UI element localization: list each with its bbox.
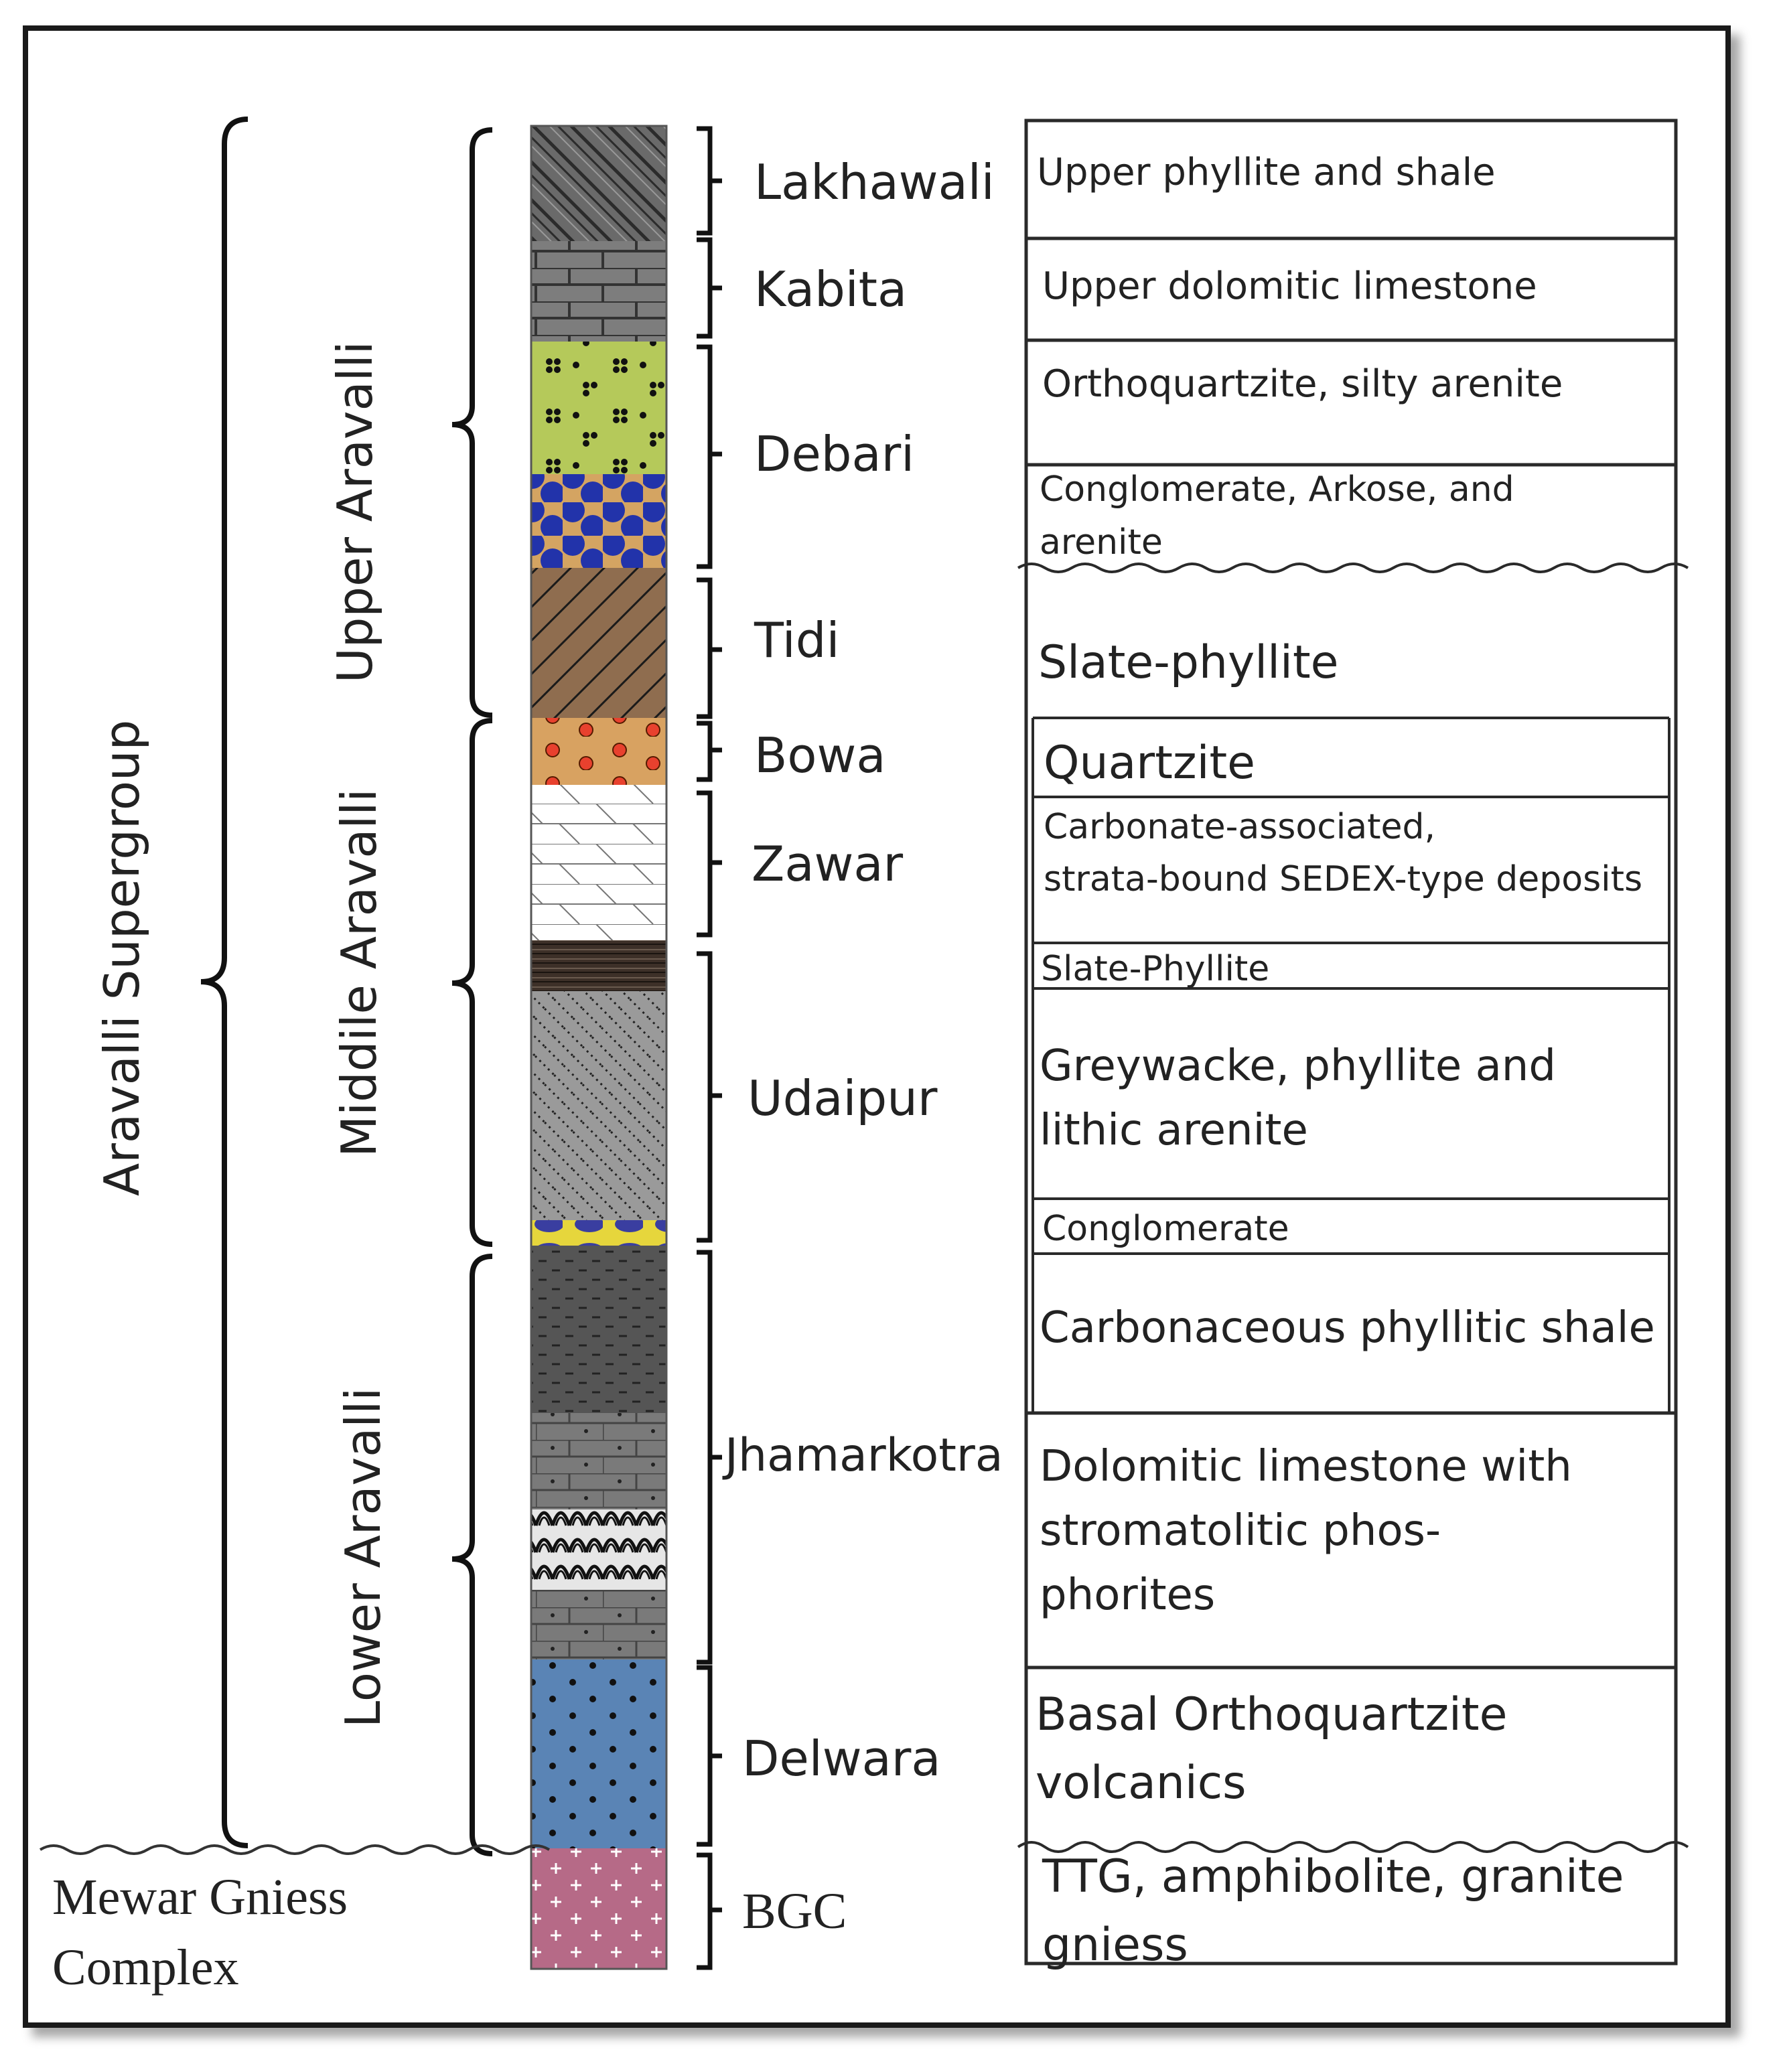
layer-jhamarkotra-dolomite-1 [531,1413,666,1509]
layer-udaipur-conglomerate [531,1220,666,1246]
bracket-kabita [697,240,722,336]
bracket-tidi [697,580,722,717]
bracket-jhamarkotra [697,1252,722,1662]
desc-debari-2-line-1: Conglomerate, Arkose, and [1040,469,1514,510]
label-basement-2: Complex [52,1939,239,1996]
formation-tidi: Tidi [754,612,840,668]
desc-debari-1: Orthoquartzite, silty arenite [1042,362,1563,406]
layer-bgc [531,1848,666,1969]
desc-udaipur-conglomerate: Conglomerate [1042,1209,1289,1249]
formation-delwara: Delwara [742,1730,941,1787]
bracket-bowa [697,723,722,780]
desc-zawar-line-2: strata-bound SEDEX-type deposits [1044,859,1643,899]
desc-bgc [1042,1843,1624,1980]
label-upper-aravalli: Upper Aravalli [327,341,383,683]
brace-lower-aravalli [452,1256,492,1854]
layer-debari-conglomerate [531,474,666,568]
desc-delwara [1036,1681,1507,1818]
brace-aravalli-supergroup [201,119,248,1846]
desc-zawar-line-1: Carbonate-associated, [1044,807,1436,847]
formation-jhamarkotra: Jhamarkotra [725,1429,1003,1482]
desc-jhamarkotra-shale: Carbonaceous phyllitic shale [1040,1303,1655,1353]
desc-bgc-line-2: gniess [1042,1919,1188,1972]
layer-bowa [531,718,666,785]
layer-kabita [531,241,666,342]
desc-delwara-line-1: Basal Orthoquartzite [1036,1688,1508,1741]
formation-zawar: Zawar [752,836,904,892]
layer-tidi [531,568,666,718]
desc-udaipur-slate: Slate-Phyllite [1041,949,1270,989]
desc-udaipur-greywacke-line-2: lithic arenite [1040,1106,1308,1155]
desc-udaipur-greywacke [1040,1034,1556,1163]
layer-zawar [531,785,666,940]
desc-debari-2-line-2: arenite [1040,522,1163,563]
desc-bgc-line-1: TTG, amphibolite, granite [1042,1850,1624,1903]
desc-jhamarkotra-dolomite-line-1: Dolomitic limestone with [1040,1442,1572,1491]
formation-bgc: BGC [742,1883,847,1939]
formation-kabita: Kabita [754,261,908,317]
unconformity-basement-left [40,1846,549,1854]
bracket-bgc [697,1855,722,1968]
formation-bowa: Bowa [754,727,886,784]
formation-lakhawali: Lakhawali [754,154,995,210]
desc-udaipur-greywacke-line-1: Greywacke, phyllite and [1040,1041,1556,1091]
bracket-delwara [697,1668,722,1844]
lithology-column [531,126,666,1969]
bracket-zawar [697,793,722,935]
label-aravalli-supergroup: Aravalli Supergroup [94,719,150,1196]
formation-debari: Debari [754,426,915,482]
label-basement-1: Mewar Gniess [52,1869,348,1925]
layer-delwara [531,1659,666,1848]
layer-jhamarkotra-stromatolite [531,1509,666,1590]
layer-debari-quartzite [531,342,666,474]
bracket-lakhawali [697,129,722,233]
layer-lakhawali [531,126,666,241]
brace-middle-aravalli [452,721,492,1244]
desc-zawar [1044,801,1642,905]
desc-jhamarkotra-dolomite [1040,1434,1572,1627]
bracket-udaipur [697,954,722,1240]
layer-jhamarkotra-dolomite-2 [531,1590,666,1659]
label-lower-aravalli: Lower Aravalli [335,1387,391,1728]
desc-lakhawali: Upper phyllite and shale [1037,151,1496,194]
bracket-debari [697,347,722,567]
label-middle-aravalli: Middile Aravalli [331,788,387,1157]
layer-jhamarkotra-shale [531,1246,666,1413]
desc-jhamarkotra-dolomite-line-3: phorites [1040,1570,1216,1620]
brace-upper-aravalli [452,130,492,715]
layer-udaipur-slate [531,940,666,991]
layer-udaipur-greywacke [531,991,666,1220]
desc-jhamarkotra-dolomite-line-2: stromatolitic phos- [1040,1506,1441,1556]
desc-debari-2 [1040,463,1514,569]
formation-udaipur: Udaipur [748,1070,938,1126]
desc-kabita: Upper dolomitic limestone [1042,265,1537,308]
desc-tidi: Slate-phyllite [1038,636,1339,689]
desc-bowa: Quartzite [1044,737,1255,790]
formation-brackets [697,129,722,1968]
desc-delwara-line-2: volcanics [1036,1757,1247,1809]
